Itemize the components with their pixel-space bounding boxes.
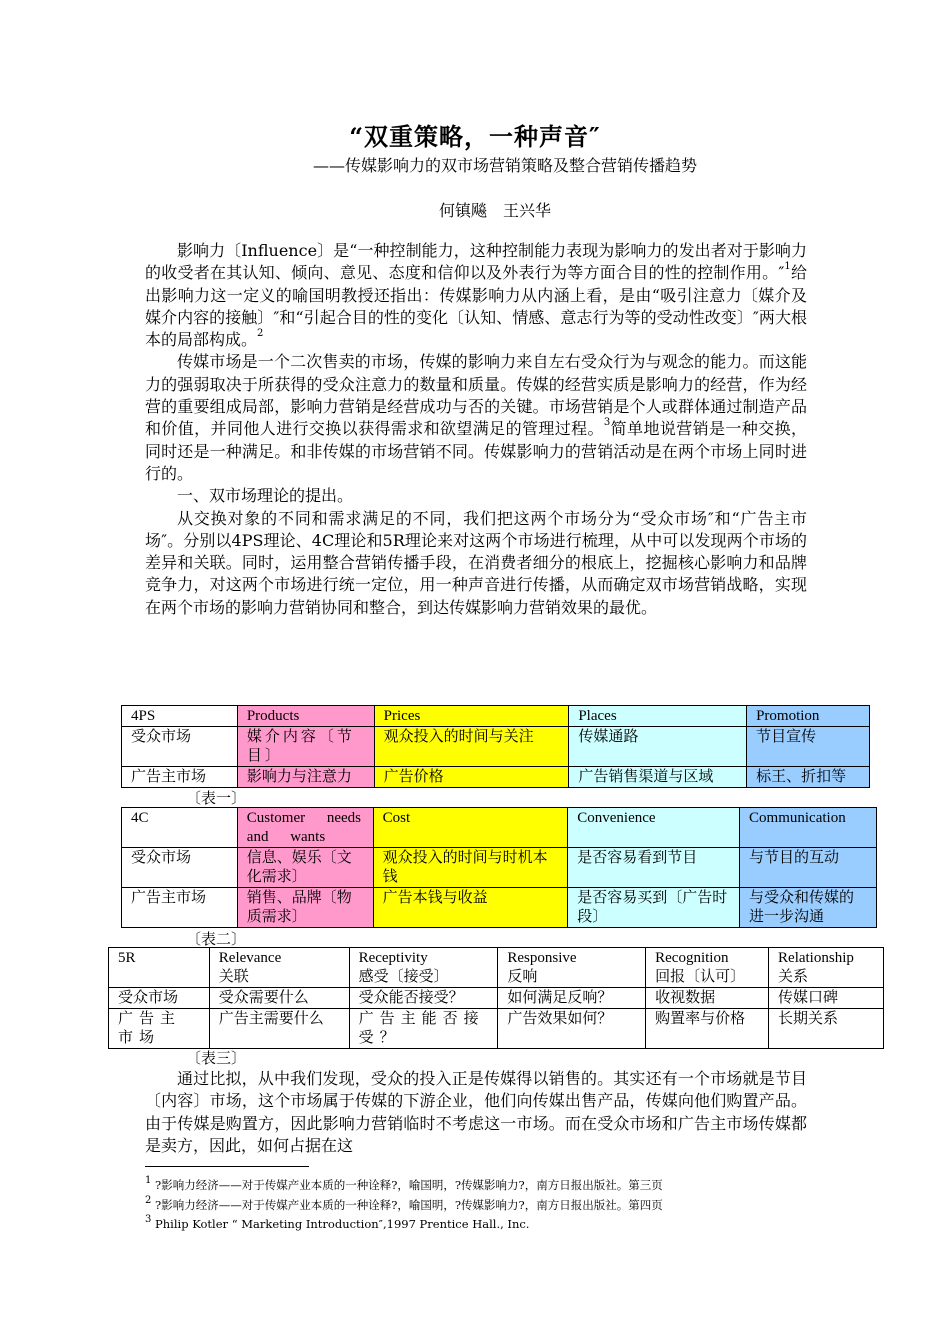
- table-cell: 传媒通路: [569, 727, 747, 767]
- table-cell: 传媒口碑: [769, 988, 884, 1009]
- table-caption: 〔表三〕: [186, 1049, 247, 1067]
- table-4ps: [121, 705, 870, 788]
- table-cell: 媒介内容〔节目〕: [237, 727, 374, 767]
- table-5r: [108, 947, 884, 1049]
- paragraph-influence: 影响力〔Influence〕是“一种控制能力，这种控制能力表现为影响力的发出者对于影响力的收受者在其认知、倾向、意见、态度和信仰以及外表行为等方面合目的性的控制作用。″$^1$给出影响力这一定义的喻国明教授还指出：传媒影响力从内涵上看，是由“吸引注意力〔媒介及媒介内容的接触〕″和“引起合目的性的变化〔认知、情感、意志行为等的受动性改变〕″两大根本的局部构成。$^2$: [145, 241, 807, 350]
- table-cell: Places: [569, 706, 747, 727]
- footnote: $^1$ ?影响力经济——对于传媒产业本质的一种诠释?，喻国明，?传媒影响力?，南方日报出版社。第三页: [145, 1175, 663, 1192]
- table-cell: 受众市场: [109, 988, 210, 1009]
- table-caption: 〔表一〕: [186, 789, 247, 807]
- table-cell: 受众需要什么: [209, 988, 349, 1009]
- table-row: [109, 948, 884, 988]
- table-cell: Prices: [374, 706, 569, 727]
- table-cell: 广告本钱与收益: [373, 888, 568, 928]
- table-cell: 广告主市场: [122, 767, 238, 788]
- table-cell: 销售、品牌〔物质需求〕: [237, 888, 373, 928]
- table-cell: Relationship 关系: [769, 948, 884, 988]
- table-cell: 广告效果如何？: [498, 1009, 646, 1049]
- table-cell: 标王、折扣等: [747, 767, 870, 788]
- table-cell: Relevance 关联: [209, 948, 349, 988]
- table-row: [122, 727, 870, 767]
- table-cell: 广告主市场: [122, 888, 238, 928]
- footnote-divider: [145, 1166, 309, 1167]
- table-cell: 与受众和传媒的进一步沟通: [740, 888, 877, 928]
- table-cell: 如何满足反响？: [498, 988, 646, 1009]
- table-row: [109, 988, 884, 1009]
- footnotes: [145, 1176, 825, 1235]
- table-cell: Customer needs and wants: [237, 808, 373, 848]
- table-row: [122, 808, 877, 848]
- paragraph-comparison: 通过比拟，从中我们发现，受众的投入正是传媒得以销售的。其实还有一个市场就是节目〔内容〕市场，这个市场属于传媒的下游企业，他们向传媒出售产品，传媒向他们购置产品。由于传媒是购置方，因此影响力营销临时不考虑这一市场。而在受众市场和广告主市场传媒都是卖方，因此，如何占据在这: [145, 1069, 807, 1155]
- table-cell: 受众能否接受？: [349, 988, 498, 1009]
- table-caption: 〔表二〕: [186, 930, 247, 948]
- table-cell: 信息、娱乐〔文化需求〕: [237, 848, 373, 888]
- document-title: “双重策略，一种声音″: [349, 122, 601, 151]
- table-cell: 广告主能否接受？: [349, 1009, 498, 1049]
- table-cell: 受众市场: [122, 727, 238, 767]
- table-cell: 广告价格: [374, 767, 569, 788]
- authors: 何镇飚 王兴华: [438, 201, 551, 220]
- table-cell: 受众市场: [122, 848, 238, 888]
- section-heading: 一、双市场理论的提出。: [177, 486, 354, 506]
- table-cell: Convenience: [568, 808, 740, 848]
- table-cell: 是否容易买到〔广告时段〕: [568, 888, 740, 928]
- table-cell: 广告主需要什么: [209, 1009, 349, 1049]
- table-cell: 是否容易看到节目: [568, 848, 740, 888]
- footnote: $^3$ Philip Kotler “ Marketing Introduction″,1997 Prentice Hall., Inc.: [145, 1214, 530, 1231]
- table-cell: 4C: [122, 808, 238, 848]
- table-cell: 节目宣传: [747, 727, 870, 767]
- table-cell: Recognition 回报〔认可〕: [646, 948, 769, 988]
- document-subtitle: ——传媒影响力的双市场营销策略及整合营销传播趋势: [312, 156, 697, 175]
- table-cell: Responsive 反响: [498, 948, 646, 988]
- table-cell: Receptivity 感受〔接受〕: [349, 948, 498, 988]
- footnote: $^2$ ?影响力经济——对于传媒产业本质的一种诠释?，喻国明，?传媒影响力?，南方日报出版社。第四页: [145, 1194, 663, 1212]
- table-cell: 广告销售渠道与区域: [569, 767, 747, 788]
- table-row: [122, 706, 870, 727]
- body-text-top: [145, 240, 807, 619]
- table-cell: Promotion: [747, 706, 870, 727]
- table-cell: Products: [237, 706, 374, 727]
- paragraph-dual-market: 从交换对象的不同和需求满足的不同，我们把这两个市场分为“受众市场″和“广告主市场″。分别以4PS理论、4C理论和5R理论来对这两个市场进行梳理，从中可以发现两个市场的差异和关联。同时，运用整合营销传播手段，在消费者细分的根底上，挖掘核心影响力和品牌竞争力，对这两个市场进行统一定位，用一种声音进行传播，从而确定双市场营销战略，实现在两个市场的影响力营销协同和整合，到达传媒影响力营销效果的最优。: [145, 508, 807, 617]
- table-cell: 广告主市场: [109, 1009, 210, 1049]
- body-text-bottom: [145, 1068, 807, 1157]
- table-row: [122, 767, 870, 788]
- table-cell: 影响力与注意力: [237, 767, 374, 788]
- table-row: [122, 888, 877, 928]
- table-row: [122, 848, 877, 888]
- table-cell: 收视数据: [646, 988, 769, 1009]
- table-cell: 长期关系: [769, 1009, 884, 1049]
- table-cell: 观众投入的时间与关注: [374, 727, 569, 767]
- table-4c: [121, 807, 877, 928]
- table-row: [109, 1009, 884, 1049]
- table-cell: Communication: [740, 808, 877, 848]
- table-cell: 购置率与价格: [646, 1009, 769, 1049]
- table-cell: 4PS: [122, 706, 238, 727]
- table-cell: 与节目的互动: [740, 848, 877, 888]
- table-cell: 5R: [109, 948, 210, 988]
- table-cell: Cost: [373, 808, 568, 848]
- paragraph-media-market: 传媒市场是一个二次售卖的市场，传媒的影响力来自左右受众行为与观念的能力。而这能力的强弱取决于所获得的受众注意力的数量和质量。传媒的经营实质是影响力的经营，作为经营的重要组成局部，影响力营销是经营成功与否的关键。市场营销是个人或群体通过制造产品和价值，并同他人进行交换以获得需求和欲望满足的管理过程。$^3$简单地说营销是一种交换，同时还是一种满足。和非传媒的市场营销不同。传媒影响力的营销活动是在两个市场上同时进行的。: [145, 352, 807, 483]
- table-cell: 观众投入的时间与时机本钱: [373, 848, 568, 888]
